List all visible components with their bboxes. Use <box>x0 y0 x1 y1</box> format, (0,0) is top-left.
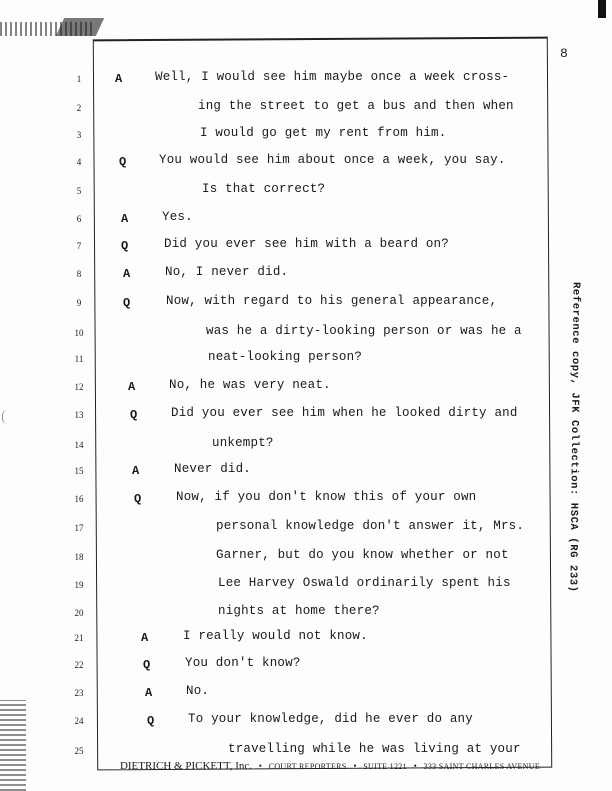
line-number: 20 <box>74 608 84 618</box>
scan-artifact-top-blot <box>56 18 104 36</box>
line-number: 1 <box>76 74 82 84</box>
line-number: 17 <box>74 523 84 533</box>
line-number: 10 <box>74 328 84 338</box>
line-text: Did you ever see him with a beard on? <box>164 237 449 251</box>
line-text: You would see him about once a week, you say. <box>159 153 506 167</box>
line-text: travelling while he was living at your <box>228 742 521 756</box>
line-text: nights at home there? <box>218 604 380 618</box>
line-number: 13 <box>74 410 84 420</box>
footer <box>100 760 560 772</box>
line-text: Never did. <box>174 462 252 476</box>
speaker-label: Q <box>143 658 151 672</box>
line-number: 4 <box>76 157 82 167</box>
page-border <box>93 37 552 771</box>
speaker-label: A <box>121 212 129 226</box>
footer-firm: DIETRICH & PICKETT, Inc. <box>119 760 253 772</box>
speaker-label: Q <box>147 714 155 728</box>
line-text: Yes. <box>162 210 193 224</box>
line-text: unkempt? <box>212 436 274 450</box>
speaker-label: A <box>115 72 123 86</box>
line-number: 8 <box>76 269 82 279</box>
line-text: Now, if you don't know this of your own <box>176 490 477 504</box>
line-text: Did you ever see him when he looked dirty and <box>171 406 518 420</box>
footer-suite: SUITE 1221 <box>363 762 407 771</box>
speaker-label: Q <box>134 492 142 506</box>
footer-separator: • <box>353 761 357 771</box>
line-text: Well, I would see him maybe once a week cross- <box>155 70 510 84</box>
speaker-label: Q <box>123 296 131 310</box>
line-text: No, I never did. <box>165 265 289 279</box>
line-number: 25 <box>74 746 84 756</box>
line-number: 5 <box>76 186 82 196</box>
speaker-label: A <box>128 380 136 394</box>
line-number: 19 <box>74 580 84 590</box>
line-text: I really would not know. <box>183 629 368 643</box>
page-number: 8 <box>560 46 568 61</box>
line-number: 9 <box>76 298 82 308</box>
line-text: Lee Harvey Oswald ordinarily spent his <box>218 576 511 590</box>
scan-artifact-corner <box>598 0 606 18</box>
scan-artifact-mark <box>2 410 13 424</box>
footer-role: COURT REPORTERS <box>268 762 347 771</box>
line-number: 21 <box>74 633 84 643</box>
line-text: You don't know? <box>185 656 301 670</box>
line-text: Now, with regard to his general appearance, <box>166 294 498 308</box>
line-text: neat-looking person? <box>208 350 363 364</box>
line-number: 15 <box>74 466 84 476</box>
speaker-label: A <box>132 464 140 478</box>
line-number: 16 <box>74 494 84 504</box>
line-text: No, he was very neat. <box>169 378 331 392</box>
line-text: ing the street to get a bus and then when <box>198 99 514 113</box>
line-number: 23 <box>74 688 84 698</box>
line-text: was he a dirty-looking person or was he a <box>206 324 522 338</box>
line-text: No. <box>186 684 210 698</box>
speaker-label: Q <box>121 239 129 253</box>
line-number: 22 <box>74 660 84 670</box>
line-text: Is that correct? <box>202 182 326 196</box>
footer-separator: • <box>258 761 262 771</box>
footer-separator: • <box>413 761 417 771</box>
line-text: Garner, but do you know whether or not <box>216 548 509 562</box>
line-number: 6 <box>76 214 82 224</box>
scan-artifact-left <box>0 700 26 791</box>
line-number: 18 <box>74 552 84 562</box>
line-number: 3 <box>76 130 82 140</box>
speaker-label: Q <box>130 408 138 422</box>
footer-address: 333 SAINT CHARLES AVENUE <box>423 762 541 771</box>
line-number: 24 <box>74 716 84 726</box>
line-text: To your knowledge, did he ever do any <box>188 712 473 726</box>
line-number: 11 <box>74 354 84 364</box>
line-number: 12 <box>74 382 84 392</box>
line-number: 14 <box>74 440 84 450</box>
speaker-label: A <box>141 631 149 645</box>
line-text: I would go get my rent from him. <box>200 126 447 140</box>
speaker-label: Q <box>119 155 127 169</box>
line-number: 2 <box>76 103 82 113</box>
speaker-label: A <box>145 686 153 700</box>
line-text: personal knowledge don't answer it, Mrs. <box>216 519 525 533</box>
line-number: 7 <box>76 241 82 251</box>
speaker-label: A <box>123 267 131 281</box>
reference-stamp: Reference copy, JFK Collection: HSCA (RG 233) <box>566 281 582 593</box>
